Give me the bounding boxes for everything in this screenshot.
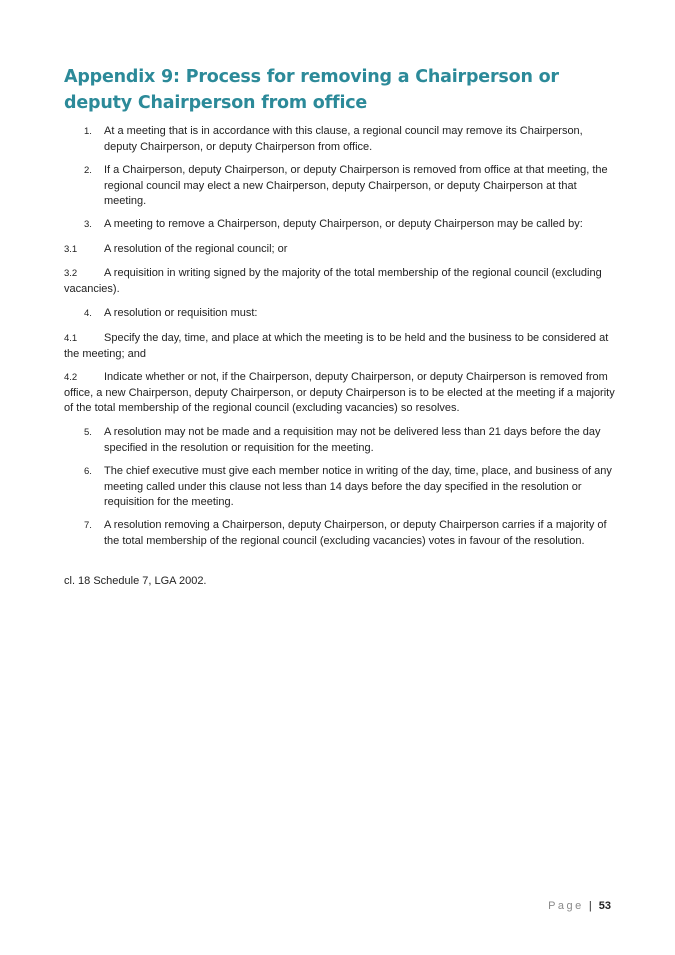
list-item-6 (84, 464, 614, 511)
page-title: Appendix 9: Process for removing a Chairperson or deputy Chairperson from office (64, 67, 559, 113)
item-text: If a Chairperson, deputy Chairperson, or deputy Chairperson is removed from office at that meeting, the regional council may elect a new Chairperson, deputy Chairperson, or deputy Chairperson at that meeting. (104, 164, 608, 208)
item-number: 4.2 (64, 372, 78, 383)
item-number: 3.1 (64, 244, 78, 255)
item-number: 1. (84, 126, 92, 137)
item-number: 7. (84, 520, 92, 531)
item-number: 4.1 (64, 333, 78, 344)
item-text: At a meeting that is in accordance with this clause, a regional council may remove its Chairperson, deputy Chairperson, or deputy Chairperson from office. (104, 125, 583, 153)
page-number: 53 (598, 900, 611, 912)
item-number: 4. (84, 308, 92, 319)
item-number: 3.2 (64, 268, 78, 279)
item-number: 3. (84, 219, 92, 230)
sub-item-3-2 (64, 266, 619, 297)
list-item-4 (84, 306, 614, 322)
sub-item-4-2 (64, 370, 619, 417)
footer-separator: | (588, 900, 592, 912)
sub-item-4-1 (64, 331, 619, 362)
sub-item-3-1 (64, 242, 619, 258)
item-text: A resolution may not be made and a requisition may not be delivered less than 21 days before the day specified in the resolution or requisition for the meeting. (104, 426, 601, 454)
list-item-3 (84, 217, 614, 233)
item-text: A resolution or requisition must: (104, 307, 258, 319)
item-text: Specify the day, time, and place at which the meeting is to be held and the business to be considered at the meeting; and (64, 332, 609, 360)
page-footer (548, 900, 611, 912)
list-item-2 (84, 163, 614, 210)
page-label: Page (548, 900, 584, 912)
item-number: 2. (84, 165, 92, 176)
item-text: A resolution of the regional council; or (104, 243, 288, 255)
list-item-5 (84, 425, 614, 456)
item-text: A meeting to remove a Chairperson, deputy Chairperson, or deputy Chairperson may be called by: (104, 218, 583, 230)
list-item-7 (84, 518, 614, 549)
item-text: Indicate whether or not, if the Chairperson, deputy Chairperson, or deputy Chairperson is removed from office, a new Chairperson, deputy Chairperson, or deputy Chairperson is to be elected at the meeting if a majority of the total membership of the regional council (excluding vacancies) so resolves. (64, 371, 615, 415)
citation: cl. 18 Schedule 7, LGA 2002. (64, 575, 207, 587)
list-item-1 (84, 124, 614, 155)
item-number: 6. (84, 466, 92, 477)
item-text: The chief executive must give each member notice in writing of the day, time, place, and business of any meeting called under this clause not less than 14 days before the day specified in the resolution or requisition for the meeting. (104, 465, 612, 509)
item-text: A requisition in writing signed by the majority of the total membership of the regional council (excluding vacancies). (64, 267, 602, 295)
item-text: A resolution removing a Chairperson, deputy Chairperson, or deputy Chairperson carries if a majority of the total membership of the regional council (excluding vacancies) votes in favour of the resolution. (104, 519, 607, 547)
item-number: 5. (84, 427, 92, 438)
